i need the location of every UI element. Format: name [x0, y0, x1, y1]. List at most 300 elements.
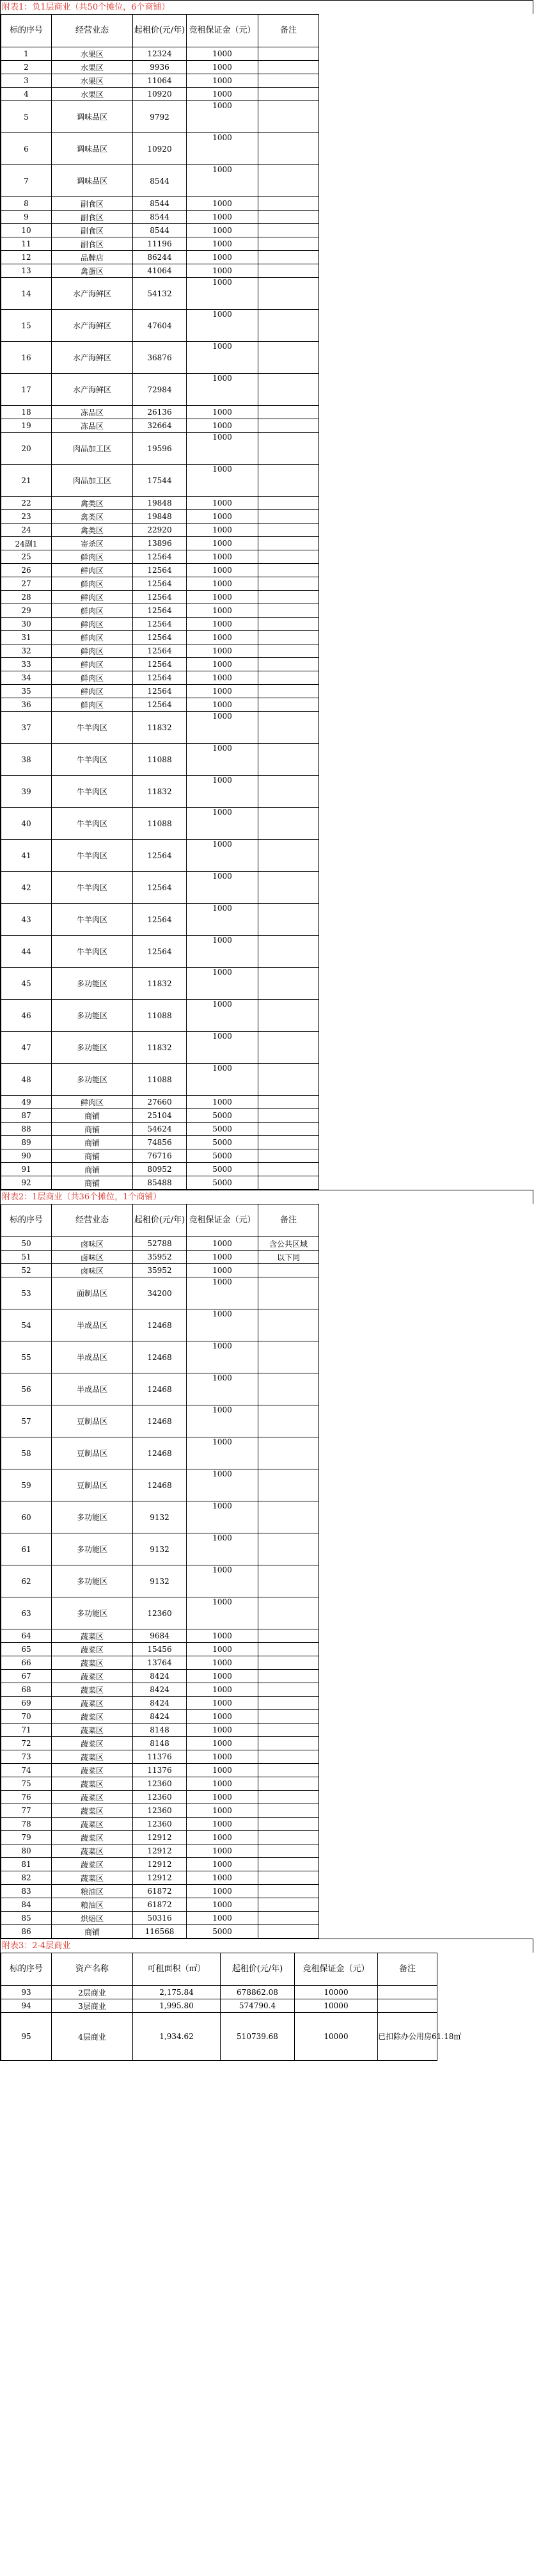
cell-start-rent: 12912	[133, 1831, 187, 1844]
cell-empty	[319, 1096, 534, 1109]
cell-empty	[319, 197, 534, 211]
cell-business: 蔬菜区	[52, 1750, 133, 1764]
cell-note	[258, 808, 319, 840]
cell-note	[258, 497, 319, 510]
cell-start-rent: 11832	[133, 776, 187, 808]
cell-note	[258, 264, 319, 278]
cell-note	[258, 698, 319, 712]
cell-deposit: 1000	[187, 1251, 258, 1264]
cell-empty	[319, 278, 534, 310]
cell-deposit: 1000	[187, 618, 258, 631]
cell-note	[258, 1831, 319, 1844]
cell-note	[258, 1469, 319, 1501]
cell-id: 11	[1, 237, 52, 251]
cell-deposit: 1000	[187, 74, 258, 88]
cell-note	[258, 74, 319, 88]
cell-business: 蔬菜区	[52, 1791, 133, 1804]
cell-id: 1	[1, 47, 52, 61]
cell-business: 副食区	[52, 197, 133, 211]
cell-deposit: 1000	[187, 698, 258, 712]
cell-id: 40	[1, 808, 52, 840]
table-row	[1, 211, 534, 224]
cell-empty	[319, 968, 534, 1000]
header-note: 备注	[258, 15, 319, 47]
cell-id: 85	[1, 1912, 52, 1925]
cell-id: 80	[1, 1844, 52, 1858]
cell-id: 60	[1, 1501, 52, 1533]
cell-deposit: 1000	[187, 465, 258, 497]
table-row	[1, 1501, 534, 1533]
cell-deposit: 1000	[187, 1656, 258, 1670]
header-empty	[319, 15, 534, 47]
cell-deposit: 1000	[187, 237, 258, 251]
cell-start-rent: 12564	[133, 591, 187, 604]
cell-start-rent: 8424	[133, 1683, 187, 1697]
cell-id: 30	[1, 618, 52, 631]
cell-id: 68	[1, 1683, 52, 1697]
cell-empty	[319, 1264, 534, 1277]
table-row	[1, 1871, 534, 1885]
cell-empty	[319, 631, 534, 644]
cell-deposit: 1000	[187, 211, 258, 224]
cell-business: 蔬菜区	[52, 1670, 133, 1683]
cell-id: 74	[1, 1764, 52, 1777]
cell-business: 豆制品区	[52, 1405, 133, 1437]
cell-deposit: 1000	[187, 1643, 258, 1656]
cell-start-rent: 9132	[133, 1565, 187, 1597]
cell-id: 2	[1, 61, 52, 74]
cell-id: 8	[1, 197, 52, 211]
header-business: 经营业态	[52, 1204, 133, 1237]
cell-id: 88	[1, 1123, 52, 1136]
cell-business: 牛羊肉区	[52, 712, 133, 744]
cell-start-rent: 10920	[133, 133, 187, 165]
cell-note	[258, 342, 319, 374]
cell-business: 半成品区	[52, 1341, 133, 1373]
table-row	[1, 1629, 534, 1643]
cell-note	[258, 1750, 319, 1764]
cell-start-rent: 8544	[133, 224, 187, 237]
table-row	[1, 419, 534, 433]
cell-start-rent: 9132	[133, 1533, 187, 1565]
header-start-rent: 起租价(元/年)	[221, 1953, 295, 1986]
cell-deposit: 1000	[187, 497, 258, 510]
cell-business: 商铺	[52, 1176, 133, 1190]
cell-note	[258, 1109, 319, 1123]
cell-id: 5	[1, 101, 52, 133]
table-row	[1, 1064, 534, 1096]
cell-id: 3	[1, 74, 52, 88]
cell-deposit: 1000	[187, 1533, 258, 1565]
cell-start-rent: 12324	[133, 47, 187, 61]
cell-start-rent: 11088	[133, 1000, 187, 1032]
header-note: 备注	[378, 1953, 437, 1986]
cell-empty	[319, 1844, 534, 1858]
cell-start-rent: 11832	[133, 968, 187, 1000]
cell-area: 1,934.62	[133, 2013, 221, 2061]
table-row	[1, 1683, 534, 1697]
cell-area: 2,175.84	[133, 1986, 221, 1999]
cell-note	[258, 1309, 319, 1341]
cell-note	[258, 1737, 319, 1750]
cell-business: 半成品区	[52, 1309, 133, 1341]
cell-note	[258, 101, 319, 133]
cell-empty	[319, 1533, 534, 1565]
cell-start-rent: 12468	[133, 1469, 187, 1501]
cell-start-rent: 12564	[133, 840, 187, 872]
cell-id: 57	[1, 1405, 52, 1437]
cell-empty	[319, 524, 534, 537]
cell-deposit: 1000	[187, 1898, 258, 1912]
table-row	[1, 685, 534, 698]
cell-deposit: 1000	[187, 564, 258, 577]
cell-start-rent: 8148	[133, 1724, 187, 1737]
cell-note	[258, 1264, 319, 1277]
cell-business: 蔬菜区	[52, 1710, 133, 1724]
table-row	[1, 1533, 534, 1565]
cell-business: 鲜肉区	[52, 644, 133, 658]
cell-business: 鲜肉区	[52, 698, 133, 712]
cell-empty	[319, 133, 534, 165]
cell-note	[258, 1032, 319, 1064]
cell-deposit: 1000	[187, 524, 258, 537]
cell-id: 31	[1, 631, 52, 644]
cell-empty	[319, 433, 534, 465]
cell-empty	[319, 1123, 534, 1136]
cell-business: 鲜肉区	[52, 658, 133, 671]
cell-id: 35	[1, 685, 52, 698]
cell-deposit: 10000	[295, 1986, 378, 1999]
table-row	[1, 591, 534, 604]
cell-empty	[319, 342, 534, 374]
cell-id: 91	[1, 1163, 52, 1176]
table-row	[1, 1764, 534, 1777]
cell-business: 鲜肉区	[52, 577, 133, 591]
table-row	[1, 1724, 534, 1737]
cell-note	[258, 165, 319, 197]
cell-business: 豆制品区	[52, 1469, 133, 1501]
cell-business: 蔬菜区	[52, 1656, 133, 1670]
cell-note	[258, 1405, 319, 1437]
cell-note	[258, 1000, 319, 1032]
table-row	[1, 1831, 534, 1844]
cell-start-rent: 8544	[133, 211, 187, 224]
cell-id: 6	[1, 133, 52, 165]
cell-id: 24副1	[1, 537, 52, 550]
table-row	[1, 872, 534, 904]
cell-empty	[319, 591, 534, 604]
cell-start-rent: 12564	[133, 658, 187, 671]
cell-business: 鲜肉区	[52, 1096, 133, 1109]
cell-business: 水产海鲜区	[52, 278, 133, 310]
table-row	[1, 406, 534, 419]
header-deposit: 竞租保证金（元）	[187, 15, 258, 47]
cell-id: 20	[1, 433, 52, 465]
cell-empty	[319, 74, 534, 88]
cell-deposit: 1000	[187, 1437, 258, 1469]
cell-deposit: 1000	[187, 1791, 258, 1804]
cell-id: 55	[1, 1341, 52, 1373]
cell-business: 蔬菜区	[52, 1858, 133, 1871]
cell-start-rent: 11832	[133, 1032, 187, 1064]
table-row	[1, 644, 534, 658]
cell-id: 93	[1, 1986, 52, 1999]
cell-note	[258, 1597, 319, 1629]
cell-deposit: 1000	[187, 1764, 258, 1777]
cell-start-rent: 13764	[133, 1656, 187, 1670]
cell-business: 多功能区	[52, 1064, 133, 1096]
table-row	[1, 1373, 534, 1405]
cell-note	[258, 577, 319, 591]
cell-empty	[319, 310, 534, 342]
cell-empty	[319, 1925, 534, 1939]
cell-note: 已扣除办公用房61.18㎡	[378, 2013, 437, 2061]
table-row	[1, 936, 534, 968]
cell-id: 58	[1, 1437, 52, 1469]
cell-deposit: 1000	[187, 712, 258, 744]
cell-deposit: 1000	[187, 1064, 258, 1096]
table-row	[1, 433, 534, 465]
cell-deposit: 1000	[187, 744, 258, 776]
table-row	[1, 74, 534, 88]
table-row	[1, 197, 534, 211]
cell-note	[258, 510, 319, 524]
cell-id: 25	[1, 550, 52, 564]
cell-start-rent: 61872	[133, 1885, 187, 1898]
cell-deposit: 1000	[187, 1309, 258, 1341]
table-row	[1, 1885, 534, 1898]
table-row	[1, 712, 534, 744]
cell-business: 冻品区	[52, 419, 133, 433]
cell-deposit: 1000	[187, 840, 258, 872]
cell-business: 牛羊肉区	[52, 808, 133, 840]
table-row	[1, 1737, 534, 1750]
table-row	[1, 1176, 534, 1190]
cell-empty	[319, 1724, 534, 1737]
cell-empty	[319, 1163, 534, 1176]
cell-note	[258, 1710, 319, 1724]
cell-empty	[319, 101, 534, 133]
cell-note	[258, 278, 319, 310]
cell-start-rent: 12360	[133, 1804, 187, 1818]
table-row	[1, 1251, 534, 1264]
cell-note	[378, 1986, 437, 1999]
table-floor-1	[1, 1204, 534, 1939]
cell-start-rent: 19848	[133, 510, 187, 524]
cell-deposit: 5000	[187, 1176, 258, 1190]
cell-id: 47	[1, 1032, 52, 1064]
table-row	[1, 904, 534, 936]
cell-deposit: 1000	[187, 1885, 258, 1898]
section-1-title: 附表1：负1层商业（共50个摊位，6个商铺）	[1, 0, 533, 14]
table-row	[1, 237, 534, 251]
cell-start-rent: 11064	[133, 74, 187, 88]
cell-id: 59	[1, 1469, 52, 1501]
cell-business: 鲜肉区	[52, 631, 133, 644]
cell-empty	[319, 1064, 534, 1096]
cell-business: 半成品区	[52, 1373, 133, 1405]
cell-empty	[437, 1986, 534, 1999]
cell-note	[258, 524, 319, 537]
cell-id: 61	[1, 1533, 52, 1565]
cell-empty	[319, 1885, 534, 1898]
cell-business: 商铺	[52, 1109, 133, 1123]
cell-deposit: 1000	[187, 1565, 258, 1597]
cell-id: 50	[1, 1237, 52, 1251]
cell-empty	[319, 658, 534, 671]
table-row	[1, 1096, 534, 1109]
cell-start-rent: 27660	[133, 1096, 187, 1109]
table-row	[1, 1750, 534, 1764]
cell-start-rent: 8424	[133, 1697, 187, 1710]
cell-start-rent: 34200	[133, 1277, 187, 1309]
cell-start-rent: 12564	[133, 872, 187, 904]
cell-business: 鲜肉区	[52, 618, 133, 631]
cell-empty	[319, 1501, 534, 1533]
cell-note	[258, 1096, 319, 1109]
cell-business: 水果区	[52, 74, 133, 88]
table-row	[1, 524, 534, 537]
cell-id: 62	[1, 1565, 52, 1597]
cell-id: 77	[1, 1804, 52, 1818]
table-row	[1, 968, 534, 1000]
cell-id: 54	[1, 1309, 52, 1341]
cell-business: 调味品区	[52, 133, 133, 165]
cell-note	[258, 1858, 319, 1871]
cell-empty	[319, 1469, 534, 1501]
cell-empty	[319, 1818, 534, 1831]
cell-deposit: 1000	[187, 1724, 258, 1737]
cell-note	[258, 1277, 319, 1309]
cell-business: 水果区	[52, 61, 133, 74]
cell-business: 蔬菜区	[52, 1844, 133, 1858]
cell-business: 多功能区	[52, 1501, 133, 1533]
table-row	[1, 1469, 534, 1501]
cell-business: 牛羊肉区	[52, 840, 133, 872]
cell-start-rent: 510739.68	[221, 2013, 295, 2061]
cell-id: 95	[1, 2013, 52, 2061]
cell-start-rent: 9792	[133, 101, 187, 133]
cell-empty	[319, 1405, 534, 1437]
cell-empty	[319, 537, 534, 550]
cell-id: 63	[1, 1597, 52, 1629]
cell-deposit: 1000	[187, 776, 258, 808]
cell-start-rent: 11088	[133, 808, 187, 840]
cell-start-rent: 47604	[133, 310, 187, 342]
cell-empty	[319, 671, 534, 685]
cell-start-rent: 54132	[133, 278, 187, 310]
cell-note	[258, 47, 319, 61]
table-row	[1, 88, 534, 101]
cell-business: 多功能区	[52, 1533, 133, 1565]
table-row	[1, 1912, 534, 1925]
cell-deposit: 1000	[187, 1750, 258, 1764]
cell-empty	[319, 1777, 534, 1791]
cell-empty	[319, 1912, 534, 1925]
cell-id: 75	[1, 1777, 52, 1791]
cell-note	[258, 61, 319, 74]
cell-id: 14	[1, 278, 52, 310]
cell-deposit: 1000	[187, 165, 258, 197]
table-row	[1, 465, 534, 497]
cell-id: 18	[1, 406, 52, 419]
cell-note	[258, 1791, 319, 1804]
cell-business: 卤味区	[52, 1237, 133, 1251]
cell-start-rent: 12564	[133, 936, 187, 968]
cell-id: 4	[1, 88, 52, 101]
cell-id: 7	[1, 165, 52, 197]
cell-id: 83	[1, 1885, 52, 1898]
cell-business: 蔬菜区	[52, 1831, 133, 1844]
cell-note	[258, 550, 319, 564]
cell-note	[258, 1844, 319, 1858]
cell-deposit: 1000	[187, 808, 258, 840]
cell-note	[258, 406, 319, 419]
table-row	[1, 251, 534, 264]
table-header-row	[1, 15, 534, 47]
cell-deposit: 5000	[187, 1109, 258, 1123]
cell-empty	[319, 419, 534, 433]
table-row	[1, 1818, 534, 1831]
cell-id: 48	[1, 1064, 52, 1096]
cell-id: 90	[1, 1149, 52, 1163]
cell-business: 鲜肉区	[52, 591, 133, 604]
cell-id: 19	[1, 419, 52, 433]
cell-deposit: 1000	[187, 1844, 258, 1858]
cell-deposit: 1000	[187, 904, 258, 936]
cell-note	[258, 1885, 319, 1898]
cell-start-rent: 8148	[133, 1737, 187, 1750]
cell-asset-name: 4层商业	[52, 2013, 133, 2061]
cell-start-rent: 8544	[133, 165, 187, 197]
cell-business: 水产海鲜区	[52, 310, 133, 342]
cell-empty	[319, 808, 534, 840]
cell-empty	[319, 744, 534, 776]
cell-start-rent: 9936	[133, 61, 187, 74]
cell-deposit: 1000	[187, 1804, 258, 1818]
table-row	[1, 1136, 534, 1149]
table-row	[1, 1264, 534, 1277]
cell-note	[258, 1176, 319, 1190]
cell-empty	[319, 406, 534, 419]
cell-id: 69	[1, 1697, 52, 1710]
cell-business: 卤味区	[52, 1264, 133, 1277]
cell-id: 10	[1, 224, 52, 237]
cell-id: 94	[1, 1999, 52, 2013]
cell-id: 16	[1, 342, 52, 374]
cell-start-rent: 32664	[133, 419, 187, 433]
cell-start-rent: 19596	[133, 433, 187, 465]
cell-empty	[319, 224, 534, 237]
cell-empty	[437, 1999, 534, 2013]
cell-note	[258, 1629, 319, 1643]
cell-deposit: 5000	[187, 1136, 258, 1149]
cell-note	[258, 840, 319, 872]
table-row	[1, 1597, 534, 1629]
cell-empty	[319, 1251, 534, 1264]
table-row	[1, 1341, 534, 1373]
table-row	[1, 1237, 534, 1251]
cell-deposit: 1000	[187, 591, 258, 604]
cell-deposit: 1000	[187, 1629, 258, 1643]
cell-start-rent: 85488	[133, 1176, 187, 1190]
cell-start-rent: 11376	[133, 1750, 187, 1764]
cell-note	[258, 1533, 319, 1565]
cell-start-rent: 11088	[133, 744, 187, 776]
cell-deposit: 1000	[187, 644, 258, 658]
cell-id: 56	[1, 1373, 52, 1405]
header-note: 备注	[258, 1204, 319, 1237]
